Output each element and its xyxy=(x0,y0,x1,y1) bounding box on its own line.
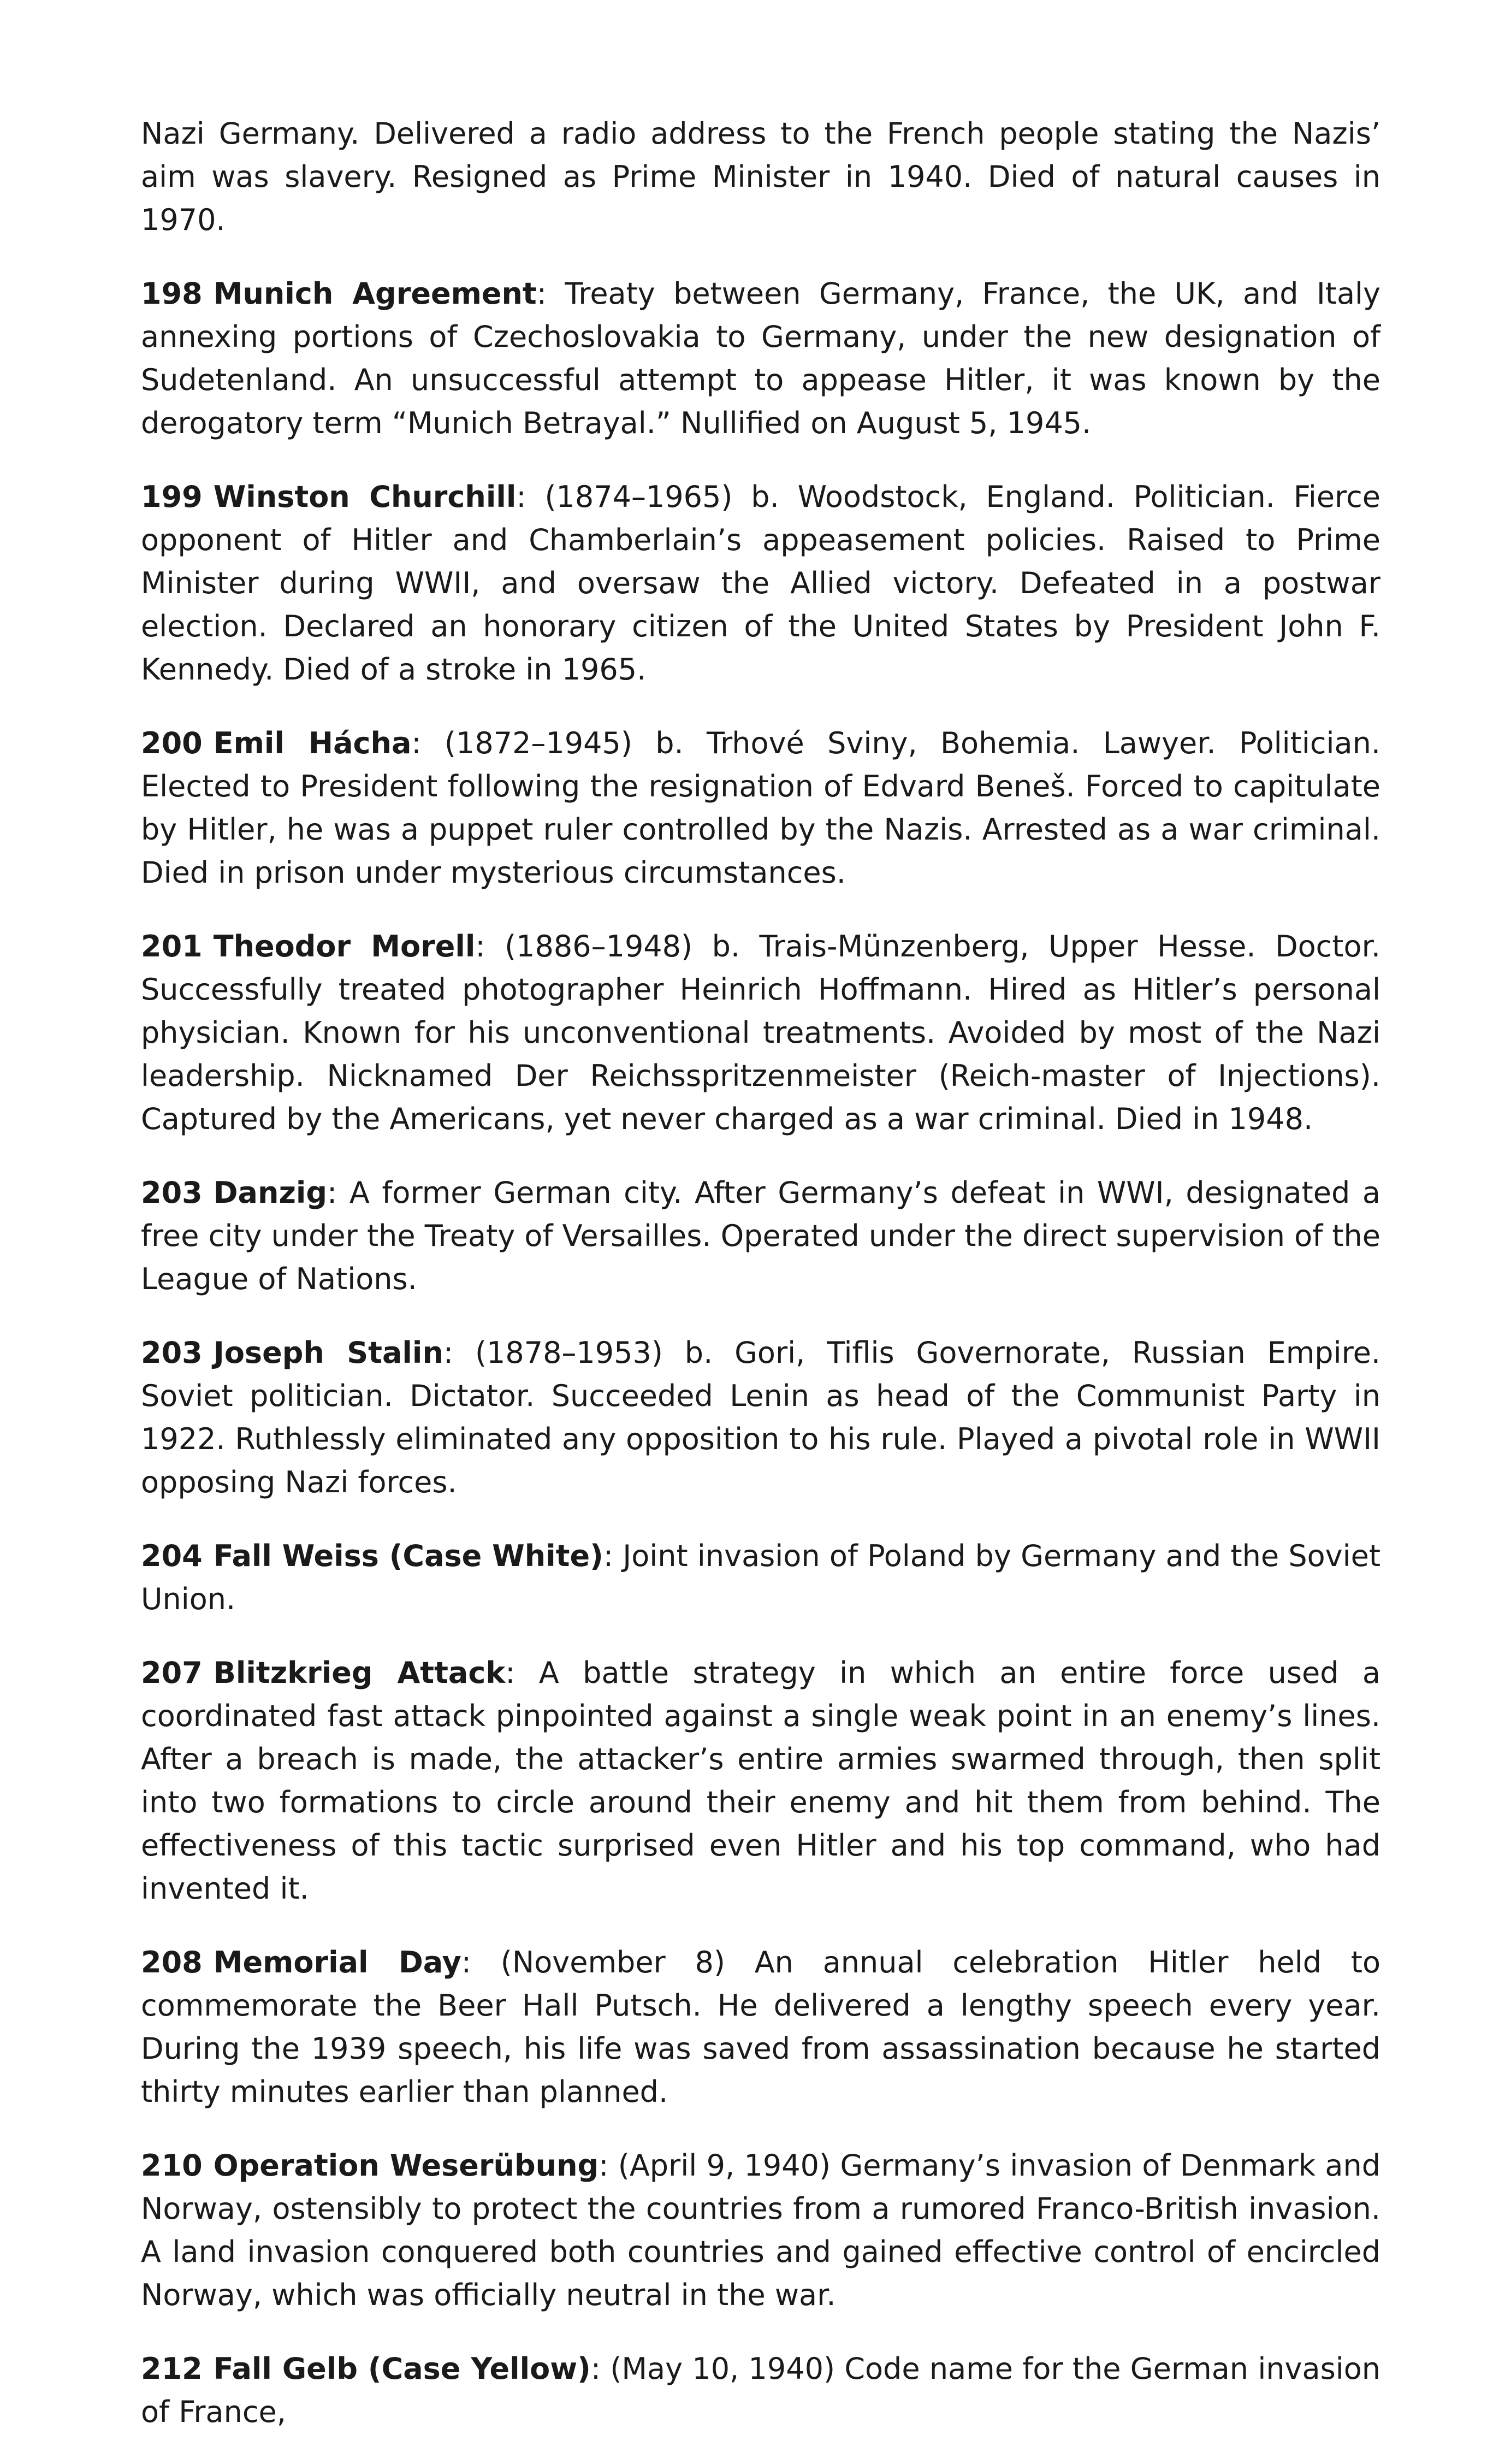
document-page xyxy=(141,112,1380,2464)
entry-number: 207 xyxy=(141,1656,203,1690)
entry-201 xyxy=(141,925,1380,1141)
entry-200 xyxy=(141,722,1380,894)
entry-text: : Treaty between Germany, France, the UK, and Italy annexing portions of Czechoslovakia to Germany, under the new designation of Sudetenland. An unsuccessful attempt to appease Hitler, it was known by the derogatory term “Munich Betrayal.” Nullified on August 5, 1945. xyxy=(141,276,1381,440)
entry-207 xyxy=(141,1651,1380,1910)
entry-text: : A former German city. After Germany’s defeat in WWI, designated a free city under the Treaty of Versailles. Operated under the direct supervision of the League of Nations. xyxy=(141,1175,1380,1296)
entry-term: Winston Churchill xyxy=(213,480,517,514)
entry-text: : (1886–1948) b. Trais-Münzenberg, Upper Hesse. Doctor. Successfully treated photographer Heinrich Hoffmann. Hired as Hitler’s personal physician. Known for his unconventional treatments. Avoided by most of the Nazi leadership. Nicknamed Der Reichsspritzenmeister (Reich-master of Injections). Captured by the Americans, yet never charged as a war criminal. Died in 1948. xyxy=(141,929,1380,1136)
entry-212 xyxy=(141,2347,1380,2433)
entry-term: Emil Hácha xyxy=(213,726,412,760)
entry-number: 208 xyxy=(141,1945,203,1980)
entry-number: 199 xyxy=(141,480,203,514)
entry-number: 198 xyxy=(141,276,203,311)
entry-term: Danzig xyxy=(213,1175,328,1210)
entry-198 xyxy=(141,272,1380,445)
entry-204 xyxy=(141,1534,1380,1621)
entry-text: : (1878–1953) b. Gori, Tiflis Governorate, Russian Empire. Soviet politician. Dictator. Succeeded Lenin as head of the Communist Party in 1922. Ruthlessly eliminated any opposition to his rule. Played a pivotal role in WWII opposing Nazi forces. xyxy=(141,1336,1380,1499)
entry-term: Blitzkrieg Attack xyxy=(213,1656,506,1690)
entry-term: Munich Agreement xyxy=(213,276,537,311)
entry-number: 203 xyxy=(141,1336,203,1370)
entry-number: 210 xyxy=(141,2148,203,2183)
entry-term: Theodor Morell xyxy=(213,929,476,964)
entry-203-danzig xyxy=(141,1171,1380,1301)
entry-199 xyxy=(141,475,1380,691)
entry-text: : (April 9, 1940) Germany’s invasion of Denmark and Norway, ostensibly to protect the countries from a rumored Franco-British invasion. A land invasion conquered both countries and gained effective control of encircled Norway, which was officially neutral in the war. xyxy=(141,2148,1381,2312)
entry-text: : Joint invasion of Poland by Germany and the Soviet Union. xyxy=(141,1539,1380,1616)
entry-208 xyxy=(141,1941,1380,2113)
entry-text: : (1874–1965) b. Woodstock, England. Politician. Fierce opponent of Hitler and Chamberlain’s appeasement policies. Raised to Prime Minister during WWII, and oversaw the Allied victory. Defeated in a postwar election. Declared an honorary citizen of the United States by President John F. Kennedy. Died of a stroke in 1965. xyxy=(141,480,1380,687)
entry-number: 204 xyxy=(141,1539,203,1573)
entry-term: Fall Weiss (Case White) xyxy=(213,1539,603,1573)
entry-term: Fall Gelb (Case Yellow) xyxy=(213,2351,591,2386)
entry-text: : (1872–1945) b. Trhové Sviny, Bohemia. Lawyer. Politician. Elected to President following the resignation of Edvard Beneš. Forced to capitulate by Hitler, he was a puppet ruler controlled by the Nazis. Arrested as a war criminal. Died in prison under mysterious circumstances. xyxy=(141,726,1380,890)
continuation-paragraph: Nazi Germany. Delivered a radio address to the French people stating the Nazis’ aim was slavery. Resigned as Prime Minister in 1940. Died of natural causes in 1970. xyxy=(141,116,1380,237)
entry-210 xyxy=(141,2144,1380,2317)
entry-number: 200 xyxy=(141,726,203,760)
entry-term: Memorial Day xyxy=(213,1945,461,1980)
entry-text: : (November 8) An annual celebration Hitler held to commemorate the Beer Hall Putsch. He delivered a lengthy speech every year. During the 1939 speech, his life was saved from assassination because he started thirty minutes earlier than planned. xyxy=(141,1945,1380,2109)
entry-term: Joseph Stalin xyxy=(213,1336,443,1370)
entry-term: Operation Weserübung xyxy=(213,2148,599,2183)
entry-203-stalin xyxy=(141,1331,1380,1504)
entry-number: 203 xyxy=(141,1175,203,1210)
entry-text: : A battle strategy in which an entire force used a coordinated fast attack pinpointed against a single weak point in an enemy’s lines. After a breach is made, the attacker’s entire armies swarmed through, then split into two formations to circle around their enemy and hit them from behind. The effectiveness of this tactic surprised even Hitler and his top command, who had invented it. xyxy=(141,1656,1380,1906)
entry-number: 212 xyxy=(141,2351,203,2386)
entry-text: : (May 10, 1940) Code name for the German invasion of France, xyxy=(141,2351,1381,2429)
entry-number: 201 xyxy=(141,929,203,964)
